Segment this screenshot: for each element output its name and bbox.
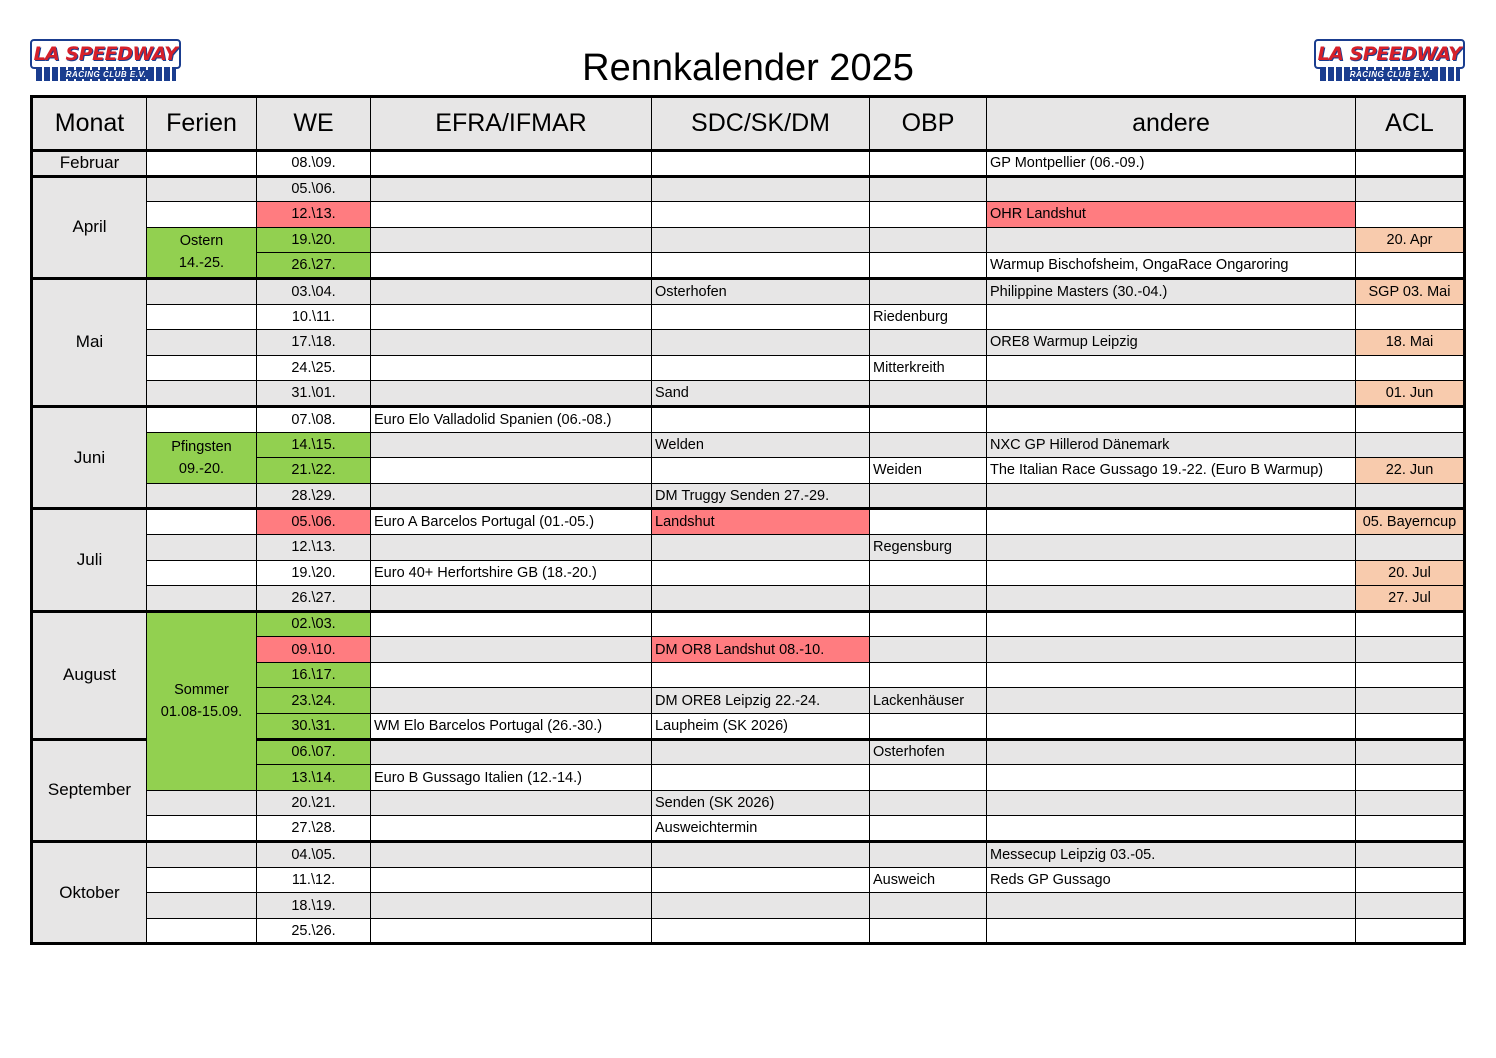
table-row (32, 867, 1465, 893)
weekend-cell: 31.\01. (257, 381, 371, 407)
andere-cell (987, 227, 1356, 253)
sdc-cell (652, 304, 870, 330)
weekend-cell: 30.\31. (257, 714, 371, 740)
sdc-cell: DM Truggy Senden 27.-29. (652, 483, 870, 509)
month-cell: Februar (32, 151, 147, 177)
weekend-cell: 28.\29. (257, 483, 371, 509)
efra-cell: Euro 40+ Herfortshire GB (18.-20.) (371, 560, 652, 586)
andere-cell: ORE8 Warmup Leipzig (987, 330, 1356, 356)
efra-cell (371, 355, 652, 381)
table-row (32, 432, 1465, 458)
acl-cell (1356, 688, 1465, 714)
andere-cell: GP Montpellier (06.-09.) (987, 151, 1356, 177)
weekend-cell: 04.\05. (257, 842, 371, 868)
acl-cell (1356, 432, 1465, 458)
ferien-cell (147, 202, 257, 228)
obp-cell (870, 893, 987, 919)
efra-cell (371, 842, 652, 868)
obp-cell (870, 662, 987, 688)
acl-cell (1356, 202, 1465, 228)
obp-cell (870, 432, 987, 458)
andere-cell (987, 688, 1356, 714)
table-row (32, 330, 1465, 356)
ferien-cell (147, 842, 257, 868)
andere-cell (987, 560, 1356, 586)
andere-cell (987, 739, 1356, 765)
header-monat: Monat (32, 97, 147, 151)
weekend-cell: 11.\12. (257, 867, 371, 893)
ferien-cell (147, 790, 257, 816)
sdc-cell (652, 893, 870, 919)
acl-cell (1356, 611, 1465, 637)
efra-cell (371, 253, 652, 279)
weekend-cell: 05.\06. (257, 176, 371, 202)
efra-cell (371, 918, 652, 944)
sdc-cell (652, 842, 870, 868)
logo-text: LA SPEEDWAY (1317, 43, 1462, 65)
acl-cell (1356, 842, 1465, 868)
weekend-cell: 18.\19. (257, 893, 371, 919)
sdc-cell (652, 355, 870, 381)
ferien-cell (147, 304, 257, 330)
table-row (32, 560, 1465, 586)
obp-cell: Regensburg (870, 534, 987, 560)
efra-cell (371, 330, 652, 356)
ferien-cell (147, 509, 257, 535)
sdc-cell (652, 662, 870, 688)
sdc-cell (652, 765, 870, 791)
sdc-cell (652, 227, 870, 253)
obp-cell (870, 637, 987, 663)
efra-cell: Euro A Barcelos Portugal (01.-05.) (371, 509, 652, 535)
table-row (32, 816, 1465, 842)
month-cell: Juli (32, 509, 147, 611)
andere-cell: The Italian Race Gussago 19.-22. (Euro B Warmup) (987, 458, 1356, 484)
sdc-cell (652, 534, 870, 560)
weekend-cell: 19.\20. (257, 227, 371, 253)
obp-cell (870, 842, 987, 868)
andere-cell (987, 176, 1356, 202)
obp-cell: Ausweich (870, 867, 987, 893)
sdc-cell: Senden (SK 2026) (652, 790, 870, 816)
table-row (32, 483, 1465, 509)
table-row (32, 611, 1465, 637)
efra-cell: Euro B Gussago Italien (12.-14.) (371, 765, 652, 791)
obp-cell: Riedenburg (870, 304, 987, 330)
weekend-cell: 21.\22. (257, 458, 371, 484)
sdc-cell: Sand (652, 381, 870, 407)
andere-cell (987, 611, 1356, 637)
header-sdc: SDC/SK/DM (652, 97, 870, 151)
sdc-cell (652, 586, 870, 612)
obp-cell (870, 278, 987, 304)
efra-cell (371, 176, 652, 202)
table-row (32, 790, 1465, 816)
weekend-cell: 12.\13. (257, 202, 371, 228)
sdc-cell (652, 611, 870, 637)
header-we: WE (257, 97, 371, 151)
obp-cell (870, 765, 987, 791)
efra-cell (371, 151, 652, 177)
weekend-cell: 27.\28. (257, 816, 371, 842)
obp-cell (870, 586, 987, 612)
acl-cell (1356, 662, 1465, 688)
header-ferien: Ferien (147, 97, 257, 151)
logo-subtext: RACING CLUB E.V. (62, 70, 151, 79)
andere-cell: Philippine Masters (30.-04.) (987, 278, 1356, 304)
ferien-cell: Pfingsten 09.-20. (147, 432, 257, 483)
acl-cell: 01. Jun (1356, 381, 1465, 407)
weekend-cell: 03.\04. (257, 278, 371, 304)
sdc-cell (652, 918, 870, 944)
andere-cell (987, 483, 1356, 509)
sdc-cell (652, 202, 870, 228)
andere-cell (987, 304, 1356, 330)
weekend-cell: 26.\27. (257, 253, 371, 279)
efra-cell (371, 202, 652, 228)
obp-cell (870, 227, 987, 253)
acl-cell (1356, 739, 1465, 765)
andere-cell (987, 381, 1356, 407)
obp-cell: Lackenhäuser (870, 688, 987, 714)
weekend-cell: 10.\11. (257, 304, 371, 330)
sdc-cell: Osterhofen (652, 278, 870, 304)
table-row (32, 893, 1465, 919)
acl-cell (1356, 918, 1465, 944)
logo-subtext: RACING CLUB E.V. (1346, 70, 1435, 79)
header-efra: EFRA/IFMAR (371, 97, 652, 151)
acl-cell (1356, 151, 1465, 177)
table-row (32, 842, 1465, 868)
header-obp: OBP (870, 97, 987, 151)
efra-cell: WM Elo Barcelos Portugal (26.-30.) (371, 714, 652, 740)
efra-cell (371, 586, 652, 612)
weekend-cell: 17.\18. (257, 330, 371, 356)
acl-cell (1356, 176, 1465, 202)
efra-cell (371, 816, 652, 842)
ferien-cell: Sommer 01.08-15.09. (147, 611, 257, 790)
ferien-cell (147, 816, 257, 842)
acl-cell (1356, 893, 1465, 919)
obp-cell (870, 151, 987, 177)
obp-cell (870, 176, 987, 202)
ferien-cell (147, 330, 257, 356)
weekend-cell: 09.\10. (257, 637, 371, 663)
table-row (32, 381, 1465, 407)
andere-cell (987, 662, 1356, 688)
acl-cell (1356, 867, 1465, 893)
acl-cell (1356, 714, 1465, 740)
ferien-cell (147, 355, 257, 381)
table-row (32, 176, 1465, 202)
ferien-cell (147, 406, 257, 432)
andere-cell: OHR Landshut (987, 202, 1356, 228)
weekend-cell: 19.\20. (257, 560, 371, 586)
ferien-cell (147, 560, 257, 586)
andere-cell (987, 893, 1356, 919)
acl-cell: 05. Bayerncup (1356, 509, 1465, 535)
obp-cell (870, 202, 987, 228)
obp-cell: Weiden (870, 458, 987, 484)
efra-cell (371, 688, 652, 714)
ferien-cell (147, 534, 257, 560)
weekend-cell: 07.\08. (257, 406, 371, 432)
ferien-cell (147, 483, 257, 509)
acl-cell: 20. Jul (1356, 560, 1465, 586)
efra-cell (371, 637, 652, 663)
month-cell: September (32, 739, 147, 841)
sdc-cell (652, 560, 870, 586)
table-row (32, 151, 1465, 177)
andere-cell (987, 355, 1356, 381)
ferien-cell (147, 918, 257, 944)
acl-cell: 20. Apr (1356, 227, 1465, 253)
weekend-cell: 13.\14. (257, 765, 371, 791)
obp-cell: Mitterkreith (870, 355, 987, 381)
ferien-cell (147, 176, 257, 202)
sdc-cell: Ausweichtermin (652, 816, 870, 842)
table-row (32, 202, 1465, 228)
ferien-cell (147, 278, 257, 304)
ferien-cell (147, 867, 257, 893)
table-row (32, 304, 1465, 330)
acl-cell (1356, 534, 1465, 560)
obp-cell: Osterhofen (870, 739, 987, 765)
page-title: Rennkalender 2025 (582, 47, 914, 89)
efra-cell (371, 790, 652, 816)
header-acl: ACL (1356, 97, 1465, 151)
obp-cell (870, 381, 987, 407)
acl-cell: SGP 03. Mai (1356, 278, 1465, 304)
weekend-cell: 12.\13. (257, 534, 371, 560)
acl-cell: 22. Jun (1356, 458, 1465, 484)
acl-cell (1356, 816, 1465, 842)
andere-cell: Warmup Bischofsheim, OngaRace Ongaroring (987, 253, 1356, 279)
sdc-cell (652, 176, 870, 202)
sdc-cell (652, 253, 870, 279)
obp-cell (870, 790, 987, 816)
efra-cell (371, 381, 652, 407)
month-cell: Oktober (32, 842, 147, 944)
month-cell: April (32, 176, 147, 278)
efra-cell (371, 227, 652, 253)
acl-cell (1356, 304, 1465, 330)
ferien-cell (147, 586, 257, 612)
table-row (32, 227, 1465, 253)
month-cell: August (32, 611, 147, 739)
andere-cell (987, 714, 1356, 740)
efra-cell: Euro Elo Valladolid Spanien (06.-08.) (371, 406, 652, 432)
acl-cell: 18. Mai (1356, 330, 1465, 356)
obp-cell (870, 253, 987, 279)
sdc-cell: DM OR8 Landshut 08.-10. (652, 637, 870, 663)
andere-cell (987, 816, 1356, 842)
andere-cell (987, 637, 1356, 663)
weekend-cell: 02.\03. (257, 611, 371, 637)
efra-cell (371, 867, 652, 893)
ferien-cell: Ostern 14.-25. (147, 227, 257, 278)
weekend-cell: 08.\09. (257, 151, 371, 177)
efra-cell (371, 483, 652, 509)
acl-cell (1356, 355, 1465, 381)
weekend-cell: 06.\07. (257, 739, 371, 765)
acl-cell (1356, 253, 1465, 279)
obp-cell (870, 714, 987, 740)
sdc-cell: DM ORE8 Leipzig 22.-24. (652, 688, 870, 714)
obp-cell (870, 509, 987, 535)
sdc-cell (652, 458, 870, 484)
weekend-cell: 24.\25. (257, 355, 371, 381)
acl-cell (1356, 483, 1465, 509)
weekend-cell: 23.\24. (257, 688, 371, 714)
obp-cell (870, 918, 987, 944)
acl-cell: 27. Jul (1356, 586, 1465, 612)
weekend-cell: 20.\21. (257, 790, 371, 816)
acl-cell (1356, 765, 1465, 791)
race-calendar-table (30, 95, 1466, 945)
table-row (32, 918, 1465, 944)
table-row (32, 534, 1465, 560)
table-row (32, 406, 1465, 432)
efra-cell (371, 458, 652, 484)
acl-cell (1356, 790, 1465, 816)
efra-cell (371, 432, 652, 458)
obp-cell (870, 560, 987, 586)
ferien-cell (147, 893, 257, 919)
acl-cell (1356, 637, 1465, 663)
andere-cell (987, 918, 1356, 944)
table-row (32, 355, 1465, 381)
andere-cell (987, 509, 1356, 535)
andere-cell (987, 406, 1356, 432)
table-row (32, 586, 1465, 612)
weekend-cell: 16.\17. (257, 662, 371, 688)
weekend-cell: 05.\06. (257, 509, 371, 535)
efra-cell (371, 534, 652, 560)
ferien-cell (147, 151, 257, 177)
andere-cell (987, 790, 1356, 816)
obp-cell (870, 483, 987, 509)
weekend-cell: 26.\27. (257, 586, 371, 612)
table-row (32, 278, 1465, 304)
sdc-cell (652, 151, 870, 177)
efra-cell (371, 611, 652, 637)
sdc-cell (652, 330, 870, 356)
andere-cell (987, 586, 1356, 612)
weekend-cell: 14.\15. (257, 432, 371, 458)
logo-text: LA SPEEDWAY (33, 43, 178, 65)
obp-cell (870, 406, 987, 432)
efra-cell (371, 739, 652, 765)
sdc-cell (652, 406, 870, 432)
andere-cell: Messecup Leipzig 03.-05. (987, 842, 1356, 868)
header-andere: andere (987, 97, 1356, 151)
sdc-cell: Laupheim (SK 2026) (652, 714, 870, 740)
andere-cell (987, 765, 1356, 791)
obp-cell (870, 330, 987, 356)
obp-cell (870, 816, 987, 842)
month-cell: Mai (32, 278, 147, 406)
efra-cell (371, 662, 652, 688)
efra-cell (371, 893, 652, 919)
andere-cell (987, 534, 1356, 560)
table-row (32, 509, 1465, 535)
efra-cell (371, 304, 652, 330)
efra-cell (371, 278, 652, 304)
ferien-cell (147, 381, 257, 407)
andere-cell: Reds GP Gussago (987, 867, 1356, 893)
weekend-cell: 25.\26. (257, 918, 371, 944)
sdc-cell: Landshut (652, 509, 870, 535)
sdc-cell (652, 739, 870, 765)
obp-cell (870, 611, 987, 637)
month-cell: Juni (32, 406, 147, 508)
andere-cell: NXC GP Hillerod Dänemark (987, 432, 1356, 458)
sdc-cell (652, 867, 870, 893)
acl-cell (1356, 406, 1465, 432)
sdc-cell: Welden (652, 432, 870, 458)
